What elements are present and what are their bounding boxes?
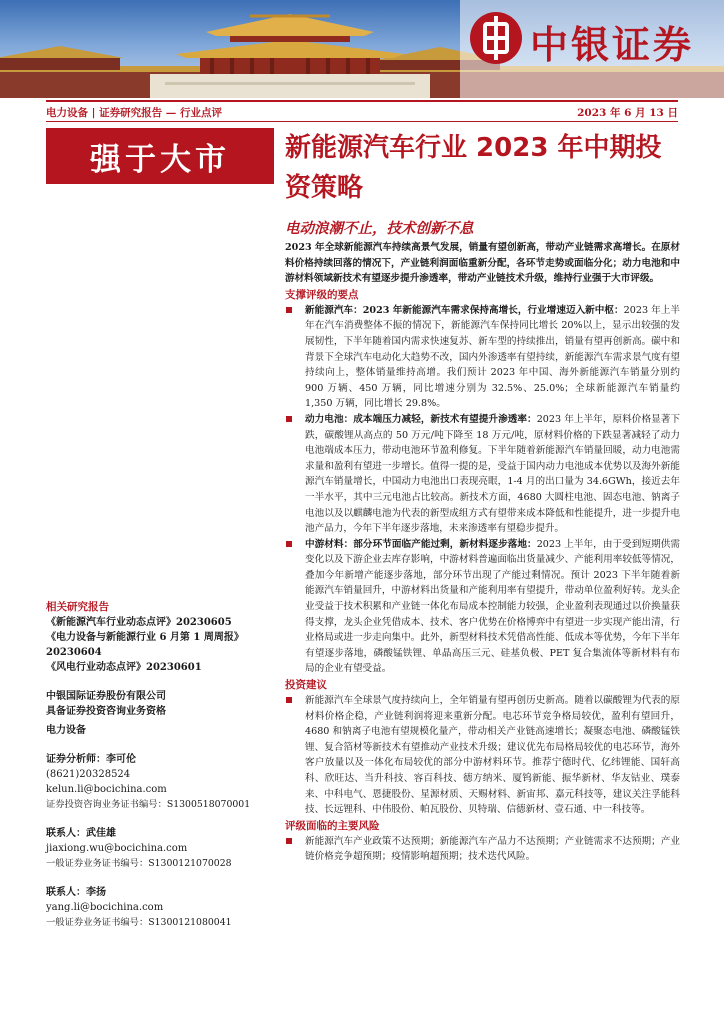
report-category: 电力设备 | 证券研究报告 — 行业点评 xyxy=(46,107,222,119)
analyst-name: 证券分析师：李可伦 xyxy=(46,754,136,765)
contact-name: 联系人：武佳雄 xyxy=(46,828,116,839)
contact-email: jiaxiong.wu@bocichina.com xyxy=(46,843,188,854)
analyst-cert: 证券投资咨询业务证书编号：S1300518070001 xyxy=(46,799,251,810)
contact-cert: 一般证券业务证书编号：S1300121070028 xyxy=(46,858,232,869)
related-report: 《风电行业动态点评》20230601 xyxy=(46,662,202,673)
brand-name: 中银证券 xyxy=(530,23,695,67)
list-item: 新能源汽车产业政策不达预期；新能源汽车产品力不达预期；产业链需求不达预期；产业链价格竞争超预期；疫情影响超预期；技术迭代风险。 xyxy=(285,834,680,865)
bullet-square-icon xyxy=(286,838,292,844)
bank-of-china-logo-icon xyxy=(470,12,522,64)
contact-email: yang.li@bocichina.com xyxy=(46,902,164,913)
bullet-square-icon xyxy=(286,416,292,422)
section-heading-invest: 投资建议 xyxy=(285,679,327,692)
analyst-email: kelun.li@bocichina.com xyxy=(46,784,167,795)
contact-name: 联系人：李扬 xyxy=(46,887,106,898)
rating-badge: 强于大市 xyxy=(46,128,274,184)
list-item: 中游材料：部分环节面临产能过剩，新材料逐步落地：2023 上半年，由于受到短期供需变化以及下游企业去库存影响，中游材料普遍面临出货量减少、产能利用率较低等情况，叠加今年新增产能逐步落地，部分环节出现了产能过剩情况。预计 2023 下半年随着新能源汽车销量回升，中游材料出货量和产能利用率有望提升，带动单位盈利好转。龙头企业受益于技术积累和产业链一体化布局成本控制能力较强，企业盈利表现通过以价换量获得支撑，龙头企业凭借成本、技术、客户优势在价格博弈中有望进一步实现产能出清，行业格局或进一步走向集中。此外，新型材料技术凭借高性能、低成本等优势，今年下半年有望逐步落地，磷酸锰铁锂、单晶高压三元、硅基负极、PET 复合集流体等新材料有布局的企业有望受益。 xyxy=(285,537,680,677)
sector-name: 电力设备 xyxy=(46,725,86,736)
report-subtitle: 电动浪潮不止，技术创新不息 xyxy=(285,220,474,237)
company-name: 中银国际证券股份有限公司 xyxy=(46,691,166,702)
section-heading-risk: 评级面临的主要风险 xyxy=(285,819,380,832)
summary-lead: 2023 年全球新能源汽车持续高景气发展，销量有望创新高，带动产业链需求高增长。在原材料价格持续回落的情况下，产业链利润面临重新分配，各环节走势或面临分化；动力电池和中游材料领域新技术有望逐步提升渗透率，带动产业链技术升级，维持行业强于大市评级。 xyxy=(285,242,680,285)
company-qualification: 具备证券投资咨询业务资格 xyxy=(46,706,166,717)
list-item: 新能源汽车全球景气度持续向上，全年销量有望再创历史新高。随着以碳酸锂为代表的原材料价格企稳，产业链利润将迎来重新分配。电芯环节竞争格局较优，盈利有望回升，4680 和钠离子电池有望规模化量产，带动相关产业链高速增长；凝聚态电池、磷酸锰铁锂、复合箔材等新技术有望推动产业技术升级；建议优先布局格局较优的电芯环节，海外客户放量以及一体化布局较优的部分中游材料环节。推荐宁德时代、亿纬锂能、国轩高科、欣旺达、当升科技、容百科技、德方纳米、厦钨新能、振华新材、华友钴业、璞泰来、中科电气、恩捷股份、星源材质、天赐材料、新宙邦、嘉元科技等，建议关注孚能科技、长远锂科、中伟股份、帕瓦股份、贝特瑞、信德新材、壹石通、中一科技等。 xyxy=(285,693,680,818)
analyst-phone: (8621)20328524 xyxy=(46,769,131,780)
list-item: 动力电池：成本端压力减轻，新技术有望提升渗透率：2023 年上半年，原料价格显著下跌，碳酸锂从高点的 50 万元/吨下降至 18 万元/吨，原材料价格的下跌显著减轻了动力电池端成本压力，带动电池环节盈利修复。下半年随着新能源汽车销量回暖，动力电池需求量和盈利有望进一步增长。值得一提的是，受益于国内动力电池成本优势以及海外新能源汽车销量增长，中国动力电池出口表现亮眼，1-4 月的出口量为 34.6GWh，接近去年一半水平，其中三元电池占比较高。新技术方面，4680 大圆柱电池、固态电池、钠离子电池以及以麒麟电池为代表的新型成组方式有望带来成本降低和性能提升，进一步提升电池产品力，今年下半年逐步落地，未来渗透率有望稳步提升。 xyxy=(285,412,680,537)
report-title: 新能源汽车行业 2023 年中期投资策略 xyxy=(285,133,662,203)
section-heading-support: 支撑评级的要点 xyxy=(285,288,359,301)
sidebar-info xyxy=(46,600,276,930)
header-divider xyxy=(46,100,678,102)
bullet-square-icon xyxy=(286,541,292,547)
contact-cert: 一般证券业务证书编号：S1300121080041 xyxy=(46,917,232,928)
related-report: 《新能源汽车行业动态点评》20230605 xyxy=(46,617,232,628)
related-reports-heading: 相关研究报告 xyxy=(46,601,109,613)
main-content xyxy=(285,240,680,865)
header-banner xyxy=(0,0,724,98)
list-item: 新能源汽车：2023 年新能源汽车需求保持高增长，行业增速迈入新中枢：2023 年上半年在汽车消费整体不振的情况下，新能源汽车保持同比增长 20%以上，显示出较强的发展韧性，下半年随着国内需求快速复苏、新车型的持续推出，销量有望再创新高。碳中和背景下全球汽车电动化大趋势不改，国内外渗透率有望持续，新能源汽车需求景气度有望持续向上，整体销量维持高增。我们预计 2023 年中国、海外新能源汽车销量分别约 900 万辆、450 万辆，同比增速分别为 32.5%、25.0%；全球新能源汽车销量约 1,350 万辆，同比增长 29.8%。 xyxy=(285,303,680,412)
bullet-square-icon xyxy=(286,307,292,313)
related-report: 《电力设备与新能源行业 6 月第 1 周周报》20230604 xyxy=(46,632,244,658)
report-date: 2023 年 6 月 13 日 xyxy=(577,107,678,119)
brand-logo xyxy=(470,12,714,67)
bullet-square-icon xyxy=(286,697,292,703)
header-underline xyxy=(46,121,678,122)
